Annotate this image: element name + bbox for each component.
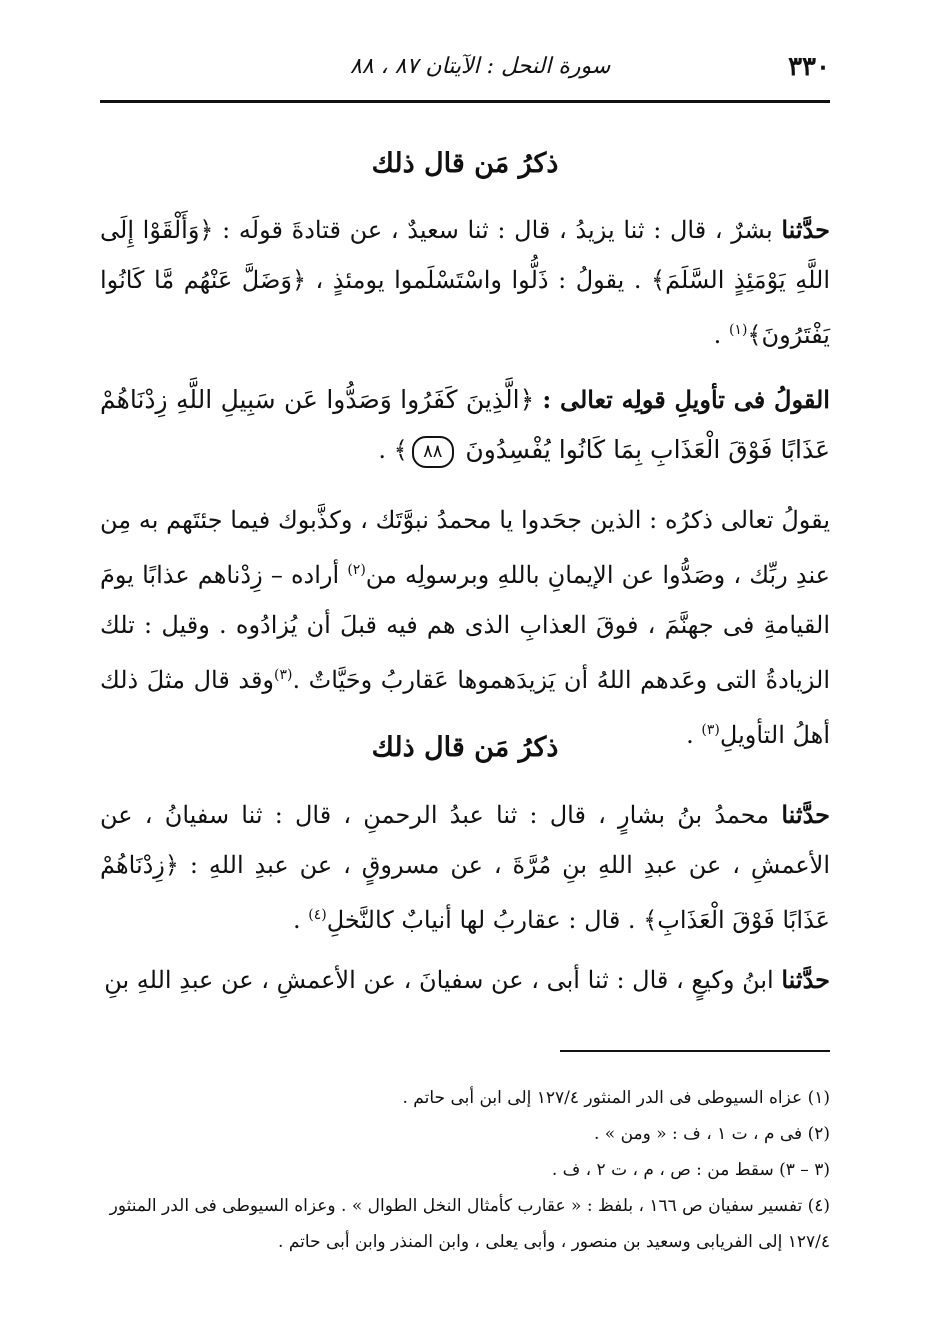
footnote: (٣ – ٣) سقط من : ص ، م ، ت ٢ ، ف . <box>551 1160 830 1180</box>
paragraph-hadith-1 <box>100 205 830 360</box>
paragraph-lead: حدَّثنا <box>781 965 830 994</box>
paragraph-commentary <box>100 495 830 760</box>
header-rule <box>100 100 830 103</box>
footnote-rule <box>560 1050 830 1052</box>
paragraph-text: يقولُ تعالى ذكرُه : الذين جحَدوا يا محمدُ نبوَّتَك ، وكذَّبوك فيما جئتَهم به مِن عندِ ربِّك ، وصَدُّوا عن الإيمانِ باللهِ وبرسولِه من <box>100 506 831 589</box>
paragraph-tail: . <box>713 321 729 349</box>
paragraph-hadith-3 <box>100 955 830 1005</box>
footnote-ref: (١) <box>728 322 748 338</box>
paragraph-text: ابنُ وكيعٍ ، قال : ثنا أبى ، عن سفيانَ ، عن الأعمشِ ، عن عبدِ اللهِ بنِ <box>104 966 774 994</box>
footnote-ref: (٤) <box>308 907 327 923</box>
ayah-number-marker: ٨٨ <box>412 436 454 468</box>
paragraph-text: بشرٌ ، قال : ثنا يزيدُ ، قال : ثنا سعيدٌ ، عن قتادةَ قولَه : ﴿وَأَلْقَوْا إِلَى اللَّهِ يَوْمَئِذٍ السَّلَمَ﴾ . يقولُ : ذَلُّوا واسْتَسْلَموا يومئذٍ ، ﴿وَضَلَّ عَنْهُم مَّا كَانُوا يَفْتَرُونَ﴾ <box>100 216 830 349</box>
paragraph-verse-interpretation <box>100 375 830 475</box>
footnote: (٢) فى م ، ت ١ ، ف : « ومن » . <box>593 1124 830 1144</box>
footnote-ref: (٢) <box>347 562 366 578</box>
paragraph-tail: . <box>686 721 702 749</box>
running-title: سورة النحل : الآيتان ٨٧ ، ٨٨ <box>350 54 611 79</box>
quran-verse: ﴿الَّذِينَ كَفَرُوا وَصَدُّوا عَن سَبِيلِ اللَّهِ زِدْنَاهُمْ عَذَابًا فَوْقَ الْعَذَابِ بِمَا كَانُوا يُفْسِدُونَ <box>100 385 830 464</box>
page-header <box>100 48 830 88</box>
paragraph-tail: . <box>293 906 309 934</box>
footnote-ref: (٣) <box>274 667 293 683</box>
page-number: ٣٣٠ <box>788 52 830 82</box>
paragraph-text: أراده – زِدْناهم عذابًا يومَ القيامةِ فى جهنَّمَ ، فوقَ العذابِ الذى هم فيه قبلَ أن يُزادُوه . وقيل : تلك الزيادةُ التى وعَدهم اللهُ أن يَزيدَهموها عَقاربُ وحَيَّاتٌ . <box>100 561 830 694</box>
paragraph-text: محمدُ بنُ بشارٍ ، قال : ثنا عبدُ الرحمنِ ، قال : ثنا سفيانُ ، عن الأعمشِ ، عن عبدِ اللهِ بنِ مُرَّةَ ، عن مسروقٍ ، عن عبدِ اللهِ : ﴿زِدْنَاهُمْ عَذَابًا فَوْقَ الْعَذَابِ﴾ . قال : عقاربُ لها أنيابٌ كالنَّخلِ <box>100 801 830 934</box>
footnote-ref: (٣) <box>701 722 720 738</box>
section-heading: ذكرُ مَن قال ذلك <box>371 732 559 763</box>
paragraph-hadith-2 <box>100 790 830 945</box>
section-heading: ذكرُ مَن قال ذلك <box>371 148 559 179</box>
paragraph-lead: حدَّثنا <box>781 800 830 829</box>
footnotes <box>100 1080 830 1260</box>
paragraph-lead: حدَّثنا <box>781 215 830 244</box>
paragraph-tail: ﴾ . <box>378 436 408 464</box>
paragraph-text: وقد قال مثلَ ذلك أهلُ التأويلِ <box>100 666 830 749</box>
footnote: (٤) تفسير سفيان ص ١٦٦ ، بلفظ : « عقارب كأمثال النخل الطوال » . وعزاه السيوطى فى الدر المنثور ١٢٧/٤ إلى الفريابى وسعيد بن منصور ، وأبى يعلى ، وابن المنذر وابن أبى حاتم . <box>109 1196 830 1252</box>
paragraph-lead: القولُ فى تأويلِ قولِه تعالى : <box>542 385 830 414</box>
book-page <box>100 0 830 1335</box>
footnote: (١) عزاه السيوطى فى الدر المنثور ١٢٧/٤ إلى ابن أبى حاتم . <box>402 1088 830 1108</box>
